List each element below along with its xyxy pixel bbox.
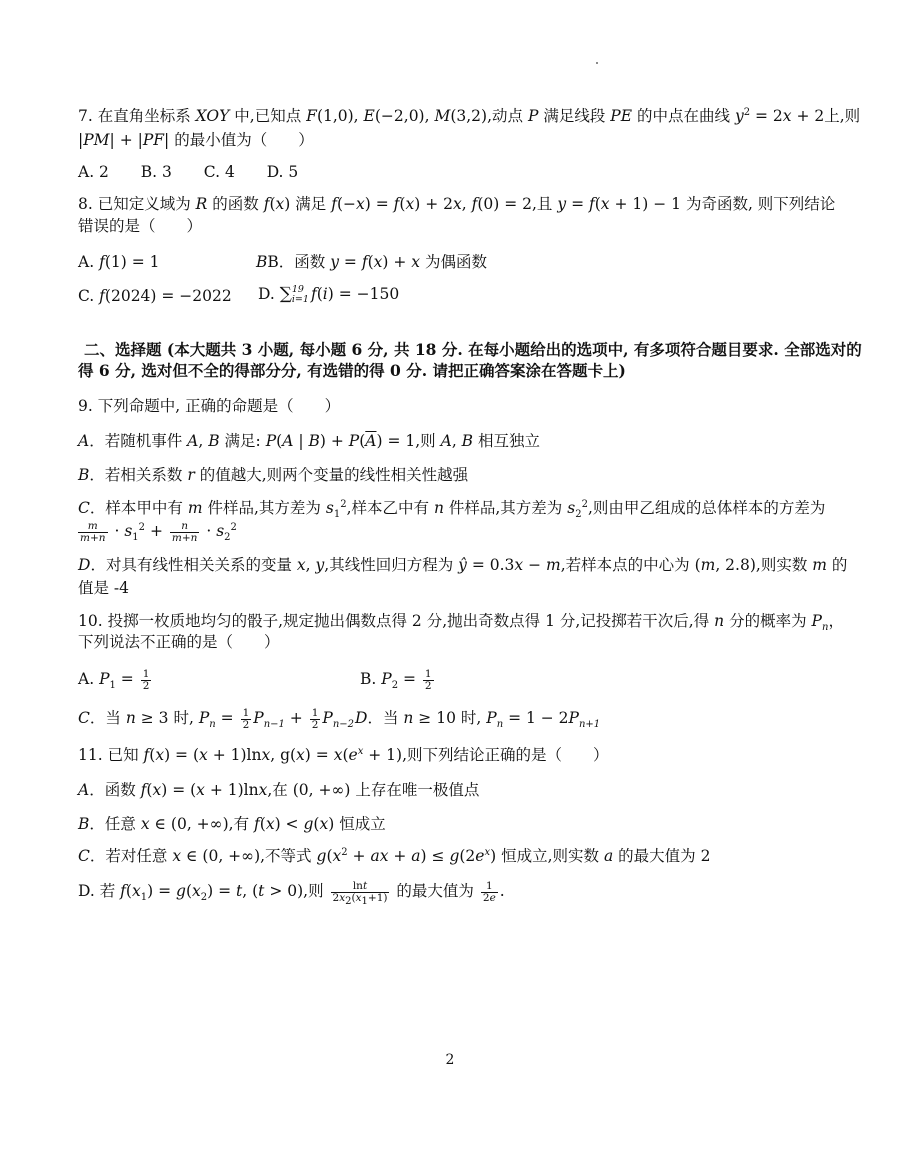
q8-option-b: BB．函数 y = f(x) + x 为偶函数 — [256, 253, 487, 271]
q10-stem-line1: 10. 投掷一枚质地均匀的骰子,规定抛出偶数点得 2 分,抛出奇数点得 1 分,记投掷若干次后,得 n 分的概率为 $P_n$， — [78, 612, 844, 634]
q7-stem-line2: |PM| + |PF| 的最小值为（ ） — [78, 131, 314, 149]
q7-option-c: C. 4 — [203, 163, 235, 181]
q8-option-d: D. ∑ 19 i=1 f(i) = −150 — [258, 284, 400, 305]
section-2-heading-line1: 二、选择题 (本大题共 3 小题, 每小题 6 分, 共 18 分. 在每小题给出的选项中, 有多项符合题目要求. 全部选对的 — [84, 340, 862, 359]
q10-option-d: D．当 n ≥ 10 时, $P_n = 1 - 2P_{n+1}$ — [355, 709, 601, 731]
q7-option-d: D. 5 — [266, 163, 299, 181]
q11-option-c: C．若对任意 x ∈ (0, +∞),不等式 $g(x^2$ + ax + $a) \le g(2e^x)$ 恒成立,则实数 a 的最大值为 2 — [78, 846, 711, 865]
q11-option-d: D. 若 $f(x_1) = g(x_2) = t$, (t > 0),则 $\frac{\ln t}{2x_2(x_1+1)}$ 的最大值为 $\frac{1}{2e}$ . — [78, 879, 505, 907]
q10-stem-line2: 下列说法不正确的是（ ） — [78, 633, 280, 651]
q10-option-a: A. $P_1$ = $\frac{1}{2}$ — [78, 667, 150, 692]
q11-option-a: A．函数 f(x) = (x + 1)lnx,在 (0, +∞) 上存在唯一极值点 — [78, 781, 480, 799]
q9-option-d-line2: 值是 -4 — [78, 579, 130, 597]
q9-option-d-line1: D．对具有线性相关关系的变量 x, y,其线性回归方程为 ŷ = 0.3x − m,若样本点的中心为 (m, 2.8),则实数 m 的 — [78, 556, 848, 574]
section-2-heading-line2: 得 6 分, 选对但不全的得部分分, 有选错的得 0 分. 请把正确答案涂在答题卡上) — [78, 361, 626, 380]
q8-stem-line1: 8. 已知定义域为 R 的函数 f(x) 满足 f(−x) = f(x) + 2x, f(0) = 2,且 y = f(x + 1) − 1 为奇函数, 则下列结论 — [78, 195, 836, 213]
q10-option-b: B. $P_2$ = $\frac{1}{2}$ — [360, 667, 432, 692]
q9-option-a: A．若随机事件 A, B 满足: P(A | $B) + P(\overline{A}) = 1$,则 A, B 相互独立 — [78, 432, 541, 450]
scan-dot — [596, 62, 598, 64]
page-number: 2 — [445, 1052, 455, 1068]
q11-option-b: B．任意 x ∈ (0, +∞),有 f(x) < g(x) 恒成立 — [78, 815, 386, 833]
q7-option-b: B. 3 — [140, 163, 172, 181]
q7-options — [78, 162, 298, 182]
q9-option-c-line1: C．样本甲中有 m 件样品,其方差为 $s_1^2$,样本乙中有 n 件样品,其方差为 $s_2^2$,则由甲乙组成的总体样本的方差为 — [78, 498, 826, 521]
q8-stem-line2: 错误的是（ ） — [78, 217, 203, 235]
q9-option-c-line2: $\frac{m}{m+n}$ · $s_1^2$ + $\frac{n}{m+n}$ · $s_2^2$ — [80, 519, 237, 544]
q8-option-c: C. f(2024) = −2022 — [78, 287, 232, 305]
q9-stem: 9. 下列命题中, 正确的命题是（ ） — [78, 397, 341, 415]
q10-option-c: C．当 n ≥ 3 时, $P_n$ = $\frac{1}{2}$ $P_{n-1}$ + $\frac{1}{2}$ $P_{n-2}$ — [78, 706, 355, 731]
q11-stem: 11. 已知 f(x) = (x + 1)lnx, $g(x) = x(e^x + 1)$,则下列结论正确的是（ ） — [78, 745, 609, 764]
q7-stem-line1: 7. 在直角坐标系 XOY 中,已知点 F(1,0), E(−2,0), M(3,2),动点 P 满足线段 PE 的中点在曲线 $y^2 = 2x + 2$上,则 — [78, 106, 861, 125]
q9-option-b: B．若相关系数 r 的值越大,则两个变量的线性相关性越强 — [78, 466, 469, 484]
q7-option-a: A. 2 — [78, 163, 109, 181]
q8-option-a: A. f(1) = 1 — [78, 253, 160, 271]
